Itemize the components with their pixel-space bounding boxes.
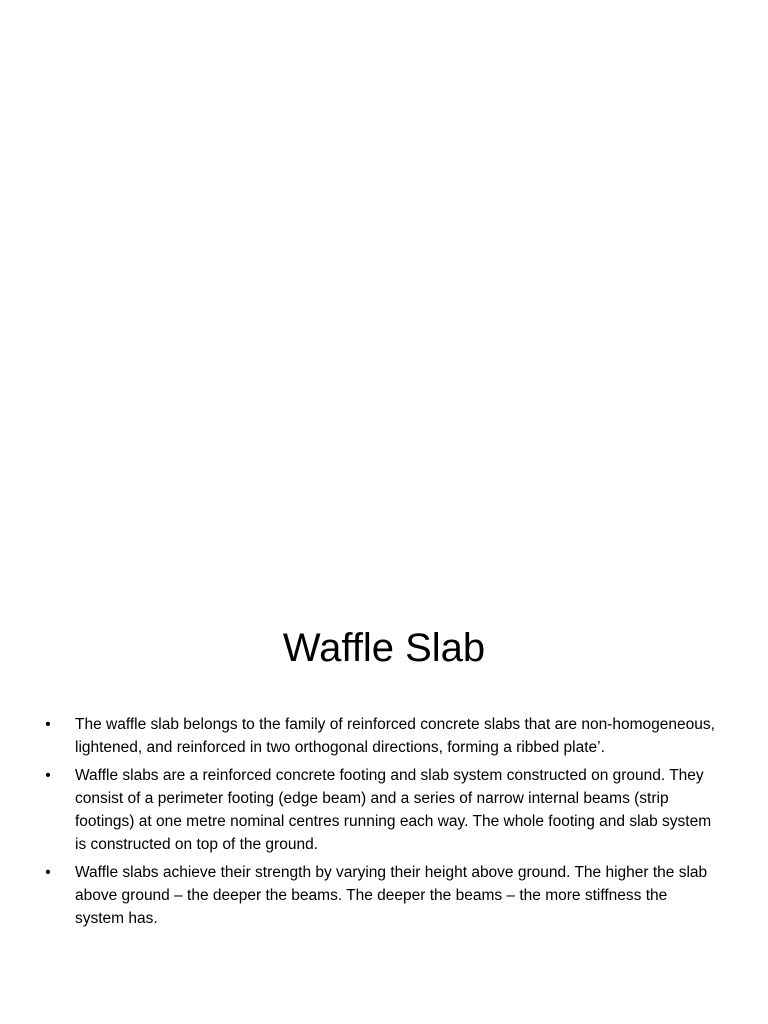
bullet-icon: • [45, 767, 51, 784]
bullet-text: The waffle slab belongs to the family of reinforced concrete slabs that are non-homogeneous, lightened, and reinforced in two orthogonal directions, forming a ribbed plate’. [75, 716, 715, 756]
slide-title: Waffle Slab [282, 626, 486, 670]
bullet-text: Waffle slabs achieve their strength by varying their height above ground. The higher the slab above ground – the deeper the beams. The deeper the beams – the more stiffness the system has. [75, 864, 708, 927]
bullet-item [40, 861, 720, 930]
bullet-list [40, 713, 720, 935]
bullet-icon: • [45, 864, 51, 881]
bullet-icon: • [45, 716, 51, 733]
bullet-item [40, 713, 720, 759]
bullet-item [40, 764, 720, 856]
bullet-text: Waffle slabs are a reinforced concrete footing and slab system constructed on ground. They consist of a perimeter footing (edge beam) and a series of narrow internal beams (strip footings) at one metre nominal centres running each way. The whole footing and slab system is constructed on top of the ground. [75, 767, 712, 853]
